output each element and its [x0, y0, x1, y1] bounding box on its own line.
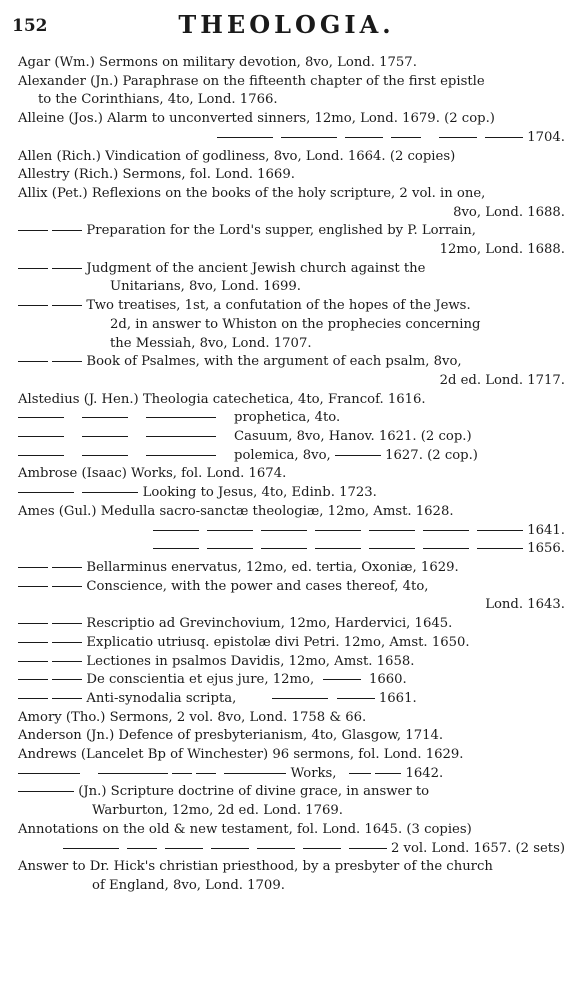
ditto-dash — [18, 455, 64, 456]
ditto-dash — [211, 848, 249, 849]
ditto-dash — [477, 530, 523, 531]
entry-allix-5-cont: 2d ed. Lond. 1717. — [439, 372, 565, 388]
ditto-dash — [52, 661, 82, 662]
ditto-dash — [52, 567, 82, 568]
ditto-dash — [18, 361, 48, 362]
entry-alleine-2: 1704. — [18, 129, 565, 148]
entry-andrews: Andrews (Lancelet Bp of Winchester) 96 sermons, fol. Lond. 1629. — [18, 747, 464, 763]
ditto-dash — [196, 773, 216, 774]
ditto-dash — [261, 530, 307, 531]
ditto-dash — [18, 773, 80, 774]
ditto-dash — [207, 530, 253, 531]
ditto-dash — [52, 679, 82, 680]
ditto-dash — [98, 773, 168, 774]
entry-alexander: Alexander (Jn.) Paraphrase on the fifteenth chapter of the first epistle — [18, 73, 485, 89]
ditto-dash — [172, 773, 192, 774]
ditto-dash — [52, 230, 82, 231]
ditto-dash — [82, 455, 128, 456]
entry-allestry: Allestry (Rich.) Sermons, fol. Lond. 1669. — [18, 167, 295, 183]
entry-alleine: Alleine (Jos.) Alarm to unconverted sinners, 12mo, Lond. 1679. (2 cop.) — [18, 111, 495, 127]
entry-alstedius: Alstedius (J. Hen.) Theologia catechetica, 4to, Francof. 1616. — [18, 391, 426, 407]
ditto-dash — [18, 230, 48, 231]
entry-ames-5: Conscience, with the power and cases thereof, 4to, — [18, 578, 565, 597]
ditto-dash — [315, 530, 361, 531]
ditto-dash — [18, 268, 48, 269]
ditto-dash — [63, 848, 119, 849]
ditto-dash — [18, 492, 74, 493]
entry-answer-cont: of England, 8vo, Lond. 1709. — [92, 877, 285, 893]
entry-amory: Amory (Tho.) Sermons, 2 vol. 8vo, Lond. 1758 & 66. — [18, 709, 367, 725]
ditto-dash — [146, 436, 216, 437]
ditto-dash — [18, 679, 48, 680]
entry-ames-4: Bellarminus enervatus, 12mo, ed. tertia, Oxoniæ, 1629. — [18, 559, 565, 578]
ditto-dash — [82, 436, 128, 437]
entry-ames-3: 1656. — [18, 540, 565, 559]
entry-allix: Allix (Pet.) Reflexions on the books of the holy scripture, 2 vol. in one, — [18, 185, 486, 201]
ditto-dash — [52, 586, 82, 587]
ditto-dash — [82, 417, 128, 418]
entry-allix-2: Preparation for the Lord's supper, englished by P. Lorrain, — [18, 222, 565, 241]
ditto-dash — [423, 530, 469, 531]
entry-anderson: Anderson (Jn.) Defence of presbyterianism, 4to, Glasgow, 1714. — [18, 728, 444, 744]
ditto-dash — [439, 137, 477, 138]
entry-allix-4: Two treatises, 1st, a confutation of the hopes of the Jews. — [18, 297, 565, 316]
ditto-dash — [18, 305, 48, 306]
ditto-dash — [335, 455, 381, 456]
ditto-dash — [207, 548, 253, 549]
ditto-dash — [18, 661, 48, 662]
ditto-dash — [146, 455, 216, 456]
entry-alexander-cont: to the Corinthians, 4to, Lond. 1766. — [38, 92, 278, 108]
entry-ames-10: Anti-synodalia scripta, 1661. — [18, 690, 565, 709]
entry-ames-2: 1641. — [18, 522, 565, 541]
ditto-dash — [18, 567, 48, 568]
entry-answer: Answer to Dr. Hick's christian priesthood, by a presbyter of the church — [18, 859, 493, 875]
ditto-dash — [165, 848, 203, 849]
ditto-dash — [127, 848, 157, 849]
entry-andrews-3: (Jn.) Scripture doctrine of divine grace, in answer to — [18, 783, 565, 802]
ditto-dash — [52, 698, 82, 699]
catalogue-entries — [18, 54, 565, 896]
ditto-dash — [391, 137, 421, 138]
ditto-dash — [257, 848, 295, 849]
entry-ames-5-cont: Lond. 1643. — [485, 597, 565, 613]
ditto-dash — [423, 548, 469, 549]
ditto-dash — [369, 548, 415, 549]
ditto-dash — [52, 268, 82, 269]
ditto-dash — [345, 137, 383, 138]
ditto-dash — [52, 361, 82, 362]
ditto-dash — [18, 642, 48, 643]
entry-annotations: Annotations on the old & new testament, fol. Lond. 1645. (3 copies) — [18, 821, 472, 837]
entry-andrews-2: Works, 1642. — [18, 765, 565, 784]
entry-allix-4-cont: 2d, in answer to Whiston on the prophecies concerning — [110, 316, 481, 332]
ditto-dash — [337, 698, 375, 699]
ditto-dash — [18, 417, 64, 418]
page-header — [12, 6, 561, 38]
ditto-dash — [369, 530, 415, 531]
ditto-dash — [477, 548, 523, 549]
ditto-dash — [272, 698, 328, 699]
ditto-dash — [52, 305, 82, 306]
entry-allix-5: Book of Psalmes, with the argument of each psalm, 8vo, — [18, 353, 565, 372]
ditto-dash — [315, 548, 361, 549]
ditto-dash — [52, 642, 82, 643]
entry-alstedius-3: Casuum, 8vo, Hanov. 1621. (2 cop.) — [18, 428, 565, 447]
ditto-dash — [224, 773, 286, 774]
entry-agar: Agar (Wm.) Sermons on military devotion, 8vo, Lond. 1757. — [18, 55, 417, 70]
ditto-dash — [303, 848, 341, 849]
entry-ames-8: Lectiones in psalmos Davidis, 12mo, Amst. 1658. — [18, 653, 565, 672]
entry-allix-3-cont: Unitarians, 8vo, Lond. 1699. — [110, 279, 301, 295]
ditto-dash — [52, 623, 82, 624]
entry-annotations-2: 2 vol. Lond. 1657. (2 sets) — [18, 840, 565, 859]
ditto-dash — [349, 848, 387, 849]
entry-ames: Ames (Gul.) Medulla sacro-sanctæ theologiæ, 12mo, Amst. 1628. — [18, 503, 454, 519]
entry-ames-7: Explicatio utriusq. epistolæ divi Petri. 12mo, Amst. 1650. — [18, 634, 565, 653]
entry-alstedius-2: prophetica, 4to. — [18, 409, 565, 428]
ditto-dash — [281, 137, 337, 138]
ditto-dash — [323, 679, 361, 680]
entry-ambrose-2: Looking to Jesus, 4to, Edinb. 1723. — [18, 484, 565, 503]
page-number: 152 — [12, 16, 48, 36]
entry-allix-3: Judgment of the ancient Jewish church against the — [18, 260, 565, 279]
entry-ames-6: Rescriptio ad Grevinchovium, 12mo, Hardervici, 1645. — [18, 615, 565, 634]
ditto-dash — [349, 773, 371, 774]
entry-allix-cont: 8vo, Lond. 1688. — [453, 204, 565, 220]
ditto-dash — [217, 137, 273, 138]
ditto-dash — [485, 137, 523, 138]
entry-ambrose: Ambrose (Isaac) Works, fol. Lond. 1674. — [18, 466, 287, 482]
ditto-dash — [82, 492, 138, 493]
ditto-dash — [146, 417, 216, 418]
ditto-dash — [261, 548, 307, 549]
ditto-dash — [18, 623, 48, 624]
entry-allen: Allen (Rich.) Vindication of godliness, 8vo, Lond. 1664. (2 copies) — [18, 148, 456, 164]
ditto-dash — [18, 791, 74, 792]
entry-allix-4-cont2: the Messiah, 8vo, Lond. 1707. — [110, 335, 312, 351]
running-title: THEOLOGIA. — [178, 10, 395, 39]
entry-allix-2-cont: 12mo, Lond. 1688. — [439, 242, 565, 258]
entry-andrews-3-cont: Warburton, 12mo, 2d ed. Lond. 1769. — [92, 803, 343, 819]
entry-alstedius-4: polemica, 8vo, 1627. (2 cop.) — [18, 447, 565, 466]
ditto-dash — [375, 773, 401, 774]
ditto-dash — [18, 698, 48, 699]
entry-ames-9: De conscientia et ejus jure, 12mo, 1660. — [18, 671, 565, 690]
ditto-dash — [153, 530, 199, 531]
ditto-dash — [18, 436, 64, 437]
ditto-dash — [18, 586, 48, 587]
ditto-dash — [153, 548, 199, 549]
